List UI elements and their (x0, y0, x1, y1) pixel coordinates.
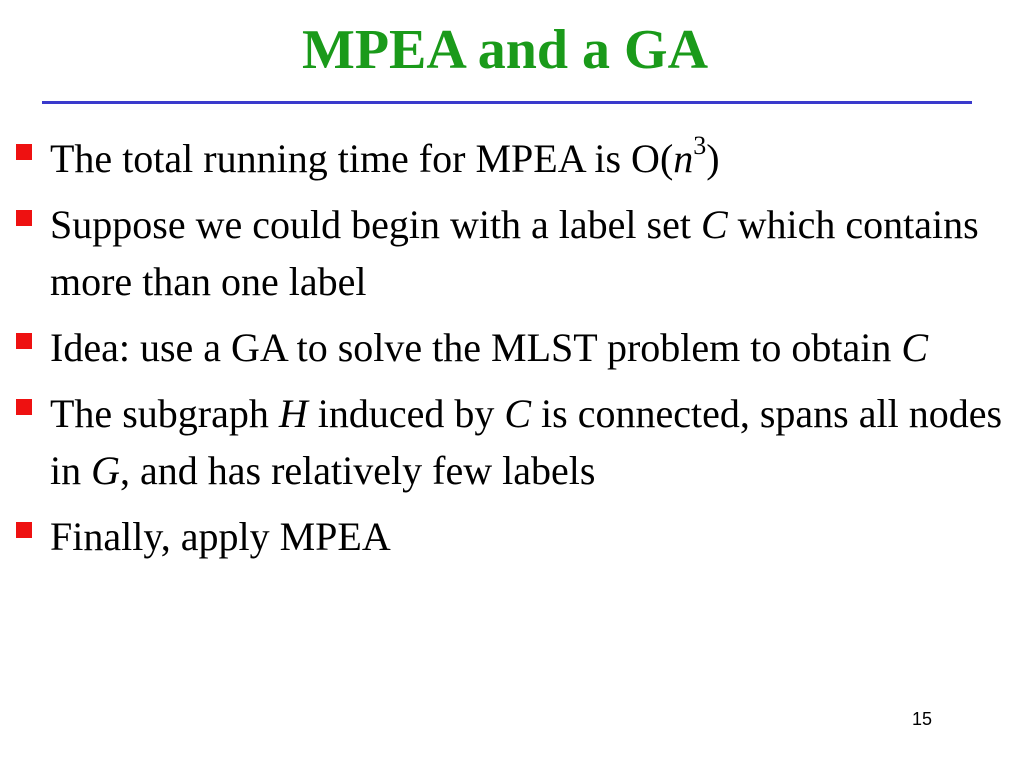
bullet-item-idea (16, 319, 1006, 376)
square-bullet-icon (16, 144, 32, 160)
slide-title: MPEA and a GA (301, 19, 709, 81)
text-segment: The total running time for MPEA is O( (50, 136, 674, 181)
variable-n: n (673, 136, 694, 181)
bullet-text (50, 196, 1006, 310)
variable-c: C (700, 202, 728, 247)
page-number: 15 (912, 709, 933, 729)
text-segment: Finally, apply MPEA (50, 514, 391, 559)
variable-g: G (91, 448, 121, 493)
text-segment: Idea: use a GA to solve the MLST problem to obtain (50, 325, 902, 370)
text-segment: is connected, spans all nodes in (50, 391, 1003, 493)
bullet-text (50, 508, 1006, 565)
bullet-text (50, 385, 1006, 499)
bullet-item-finally (16, 508, 1006, 565)
text-segment: The subgraph (50, 391, 279, 436)
square-bullet-icon (16, 210, 32, 226)
bullet-text (50, 130, 1006, 187)
exponent: 3 (693, 130, 707, 160)
bullet-item-running-time (16, 130, 1006, 187)
text-segment: ) (706, 136, 720, 181)
square-bullet-icon (16, 522, 32, 538)
bullet-text (50, 319, 1006, 376)
text-segment: , and has relatively few labels (120, 448, 596, 493)
title-divider (42, 101, 972, 104)
variable-c: C (901, 325, 929, 370)
bullet-item-subgraph (16, 385, 1006, 499)
text-segment: induced by (307, 391, 505, 436)
text-segment: Suppose we could begin with a label set (50, 202, 701, 247)
square-bullet-icon (16, 399, 32, 415)
bullet-list (16, 130, 1006, 574)
text-segment: which contains more than one label (50, 202, 979, 304)
variable-h: H (278, 391, 308, 436)
bullet-item-label-set (16, 196, 1006, 310)
variable-c: C (504, 391, 532, 436)
square-bullet-icon (16, 333, 32, 349)
